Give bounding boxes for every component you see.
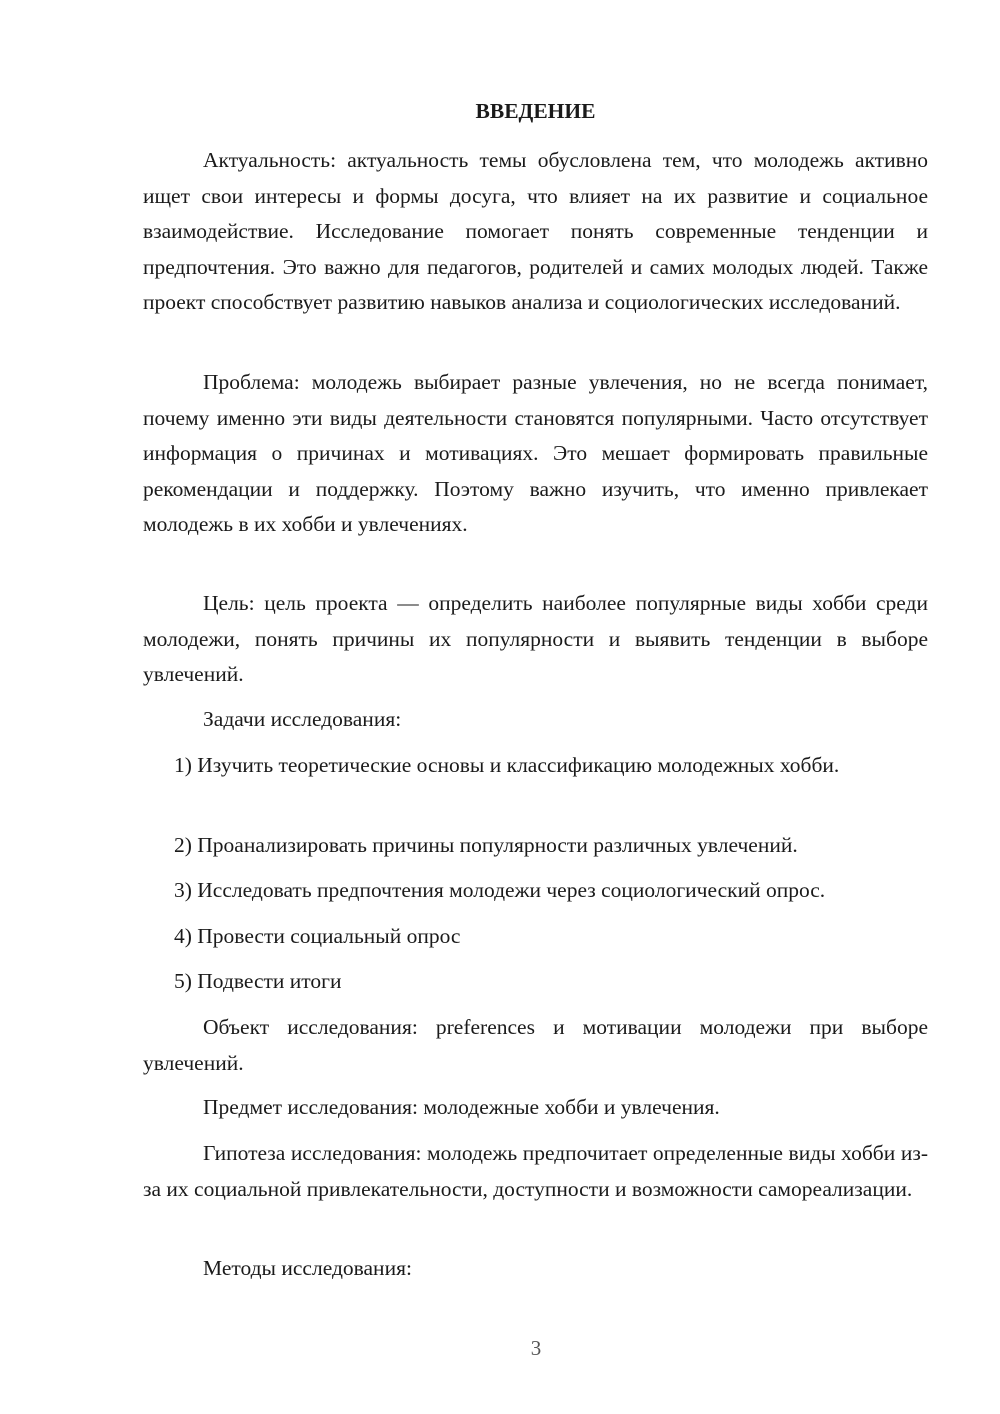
task-item-3: 3) Исследовать предпочтения молодежи через социологический опрос. <box>174 878 826 902</box>
subject-paragraph: Предмет исследования: молодежные хобби и увлечения. <box>203 1095 720 1119</box>
task-item-5: 5) Подвести итоги <box>174 969 342 993</box>
task-item-4: 4) Провести социальный опрос <box>174 924 461 948</box>
relevance-paragraph: Актуальность: актуальность темы обусловлена тем, что молодежь активно ищет свои интересы и формы досуга, что влияет на их развитие и социальное взаимодействие. Исследование помогает понять современные тенденции и предпочтения. Это важно для педагогов, родителей и самих молодых людей. Также проект способствует развитию навыков анализа и социологических исследований. <box>143 148 928 314</box>
problem-paragraph: Проблема: молодежь выбирает разные увлечения, но не всегда понимает, почему именно эти виды деятельности становятся популярными. Часто отсутствует информация о причинах и мотивациях. Это мешает формировать правильные рекомендации и поддержку. Поэтому важно изучить, что именно привлекает молодежь в их хобби и увлечениях. <box>143 370 928 536</box>
object-paragraph: Объект исследования: preferences и мотивации молодежи при выборе увлечений. <box>143 1015 928 1075</box>
task-item-1: 1) Изучить теоретические основы и классификацию молодежных хобби. <box>174 753 840 777</box>
task-item-2: 2) Проанализировать причины популярности различных увлечений. <box>174 833 798 857</box>
methods-paragraph: Методы исследования: <box>203 1256 412 1280</box>
tasks-title: Задачи исследования: <box>203 707 402 731</box>
goal-paragraph: Цель: цель проекта — определить наиболее популярные виды хобби среди молодежи, понять причины их популярности и выявить тенденции в выборе увлечений. <box>143 591 928 686</box>
section-heading: ВВЕДЕНИЕ <box>475 99 596 123</box>
hypothesis-paragraph: Гипотеза исследования: молодежь предпочитает определенные виды хобби из-за их социальной привлекательности, доступности и возможности самореализации. <box>143 1141 928 1201</box>
page-number: 3 <box>530 1336 542 1360</box>
